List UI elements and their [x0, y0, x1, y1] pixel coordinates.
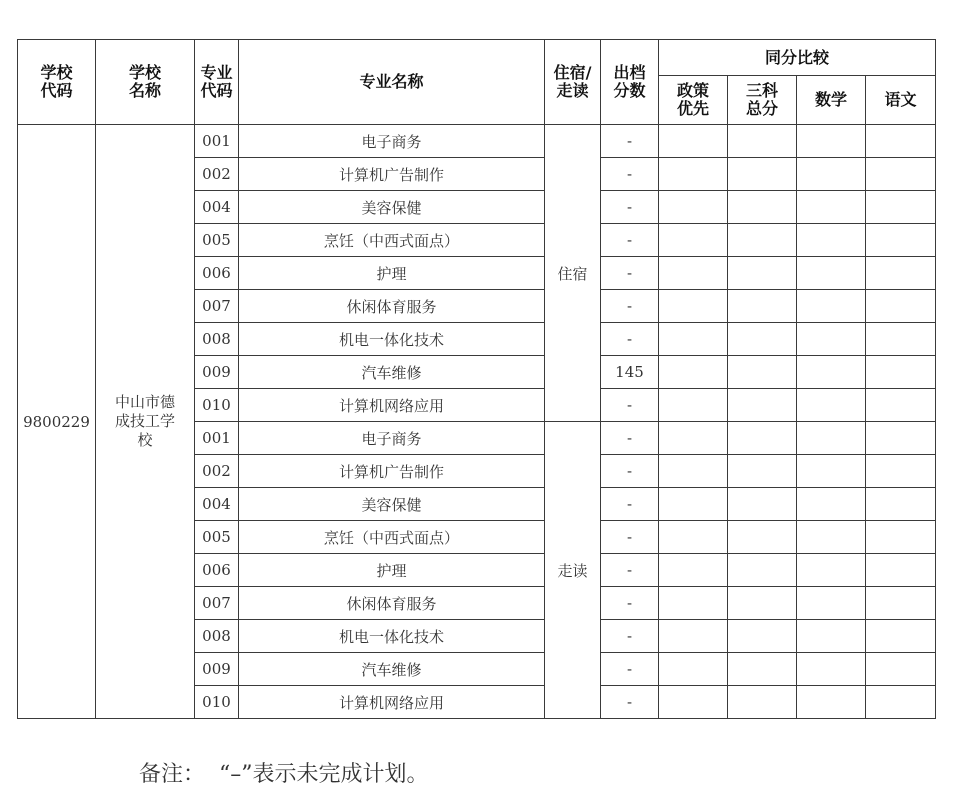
policy-priority-cell: [659, 488, 728, 521]
major-name-cell: 计算机广告制作: [239, 455, 545, 488]
major-name-cell: 护理: [239, 257, 545, 290]
header-same-score-compare: 同分比较: [659, 40, 936, 76]
header-major-name: 专业名称: [239, 40, 545, 125]
major-code-cell: 001: [195, 125, 239, 158]
math-score-cell: [797, 158, 866, 191]
major-code-cell: 008: [195, 620, 239, 653]
three-subject-total-cell: [728, 290, 797, 323]
major-name-cell: 烹饪（中西式面点）: [239, 521, 545, 554]
header-school-code: 学校代码: [18, 40, 96, 125]
policy-priority-cell: [659, 191, 728, 224]
header-cutoff-score: 出档分数: [601, 40, 659, 125]
math-score-cell: [797, 686, 866, 719]
major-code-cell: 010: [195, 686, 239, 719]
footnote: [139, 757, 443, 788]
math-score-cell: [797, 224, 866, 257]
math-score-cell: [797, 257, 866, 290]
three-subject-total-cell: [728, 686, 797, 719]
policy-priority-cell: [659, 686, 728, 719]
math-score-cell: [797, 422, 866, 455]
policy-priority-cell: [659, 455, 728, 488]
major-name-cell: 计算机广告制作: [239, 158, 545, 191]
math-score-cell: [797, 554, 866, 587]
chinese-score-cell: [866, 257, 936, 290]
major-name-cell: 计算机网络应用: [239, 686, 545, 719]
three-subject-total-cell: [728, 389, 797, 422]
chinese-score-cell: [866, 620, 936, 653]
policy-priority-cell: [659, 521, 728, 554]
cutoff-score-cell: -: [601, 257, 659, 290]
major-name-cell: 护理: [239, 554, 545, 587]
math-score-cell: [797, 455, 866, 488]
cutoff-score-cell: -: [601, 455, 659, 488]
major-code-cell: 002: [195, 158, 239, 191]
three-subject-total-cell: [728, 422, 797, 455]
chinese-score-cell: [866, 389, 936, 422]
cutoff-score-cell: -: [601, 686, 659, 719]
chinese-score-cell: [866, 125, 936, 158]
major-name-cell: 休闲体育服务: [239, 587, 545, 620]
policy-priority-cell: [659, 389, 728, 422]
major-code-cell: 009: [195, 653, 239, 686]
major-code-cell: 007: [195, 587, 239, 620]
policy-priority-cell: [659, 323, 728, 356]
chinese-score-cell: [866, 158, 936, 191]
math-score-cell: [797, 653, 866, 686]
math-score-cell: [797, 488, 866, 521]
lodging-cell: 走读: [545, 422, 601, 719]
school-code-cell: 9800229: [18, 125, 96, 719]
policy-priority-cell: [659, 422, 728, 455]
math-score-cell: [797, 389, 866, 422]
math-score-cell: [797, 620, 866, 653]
math-score-cell: [797, 290, 866, 323]
major-code-cell: 006: [195, 257, 239, 290]
policy-priority-cell: [659, 125, 728, 158]
major-name-cell: 机电一体化技术: [239, 323, 545, 356]
cutoff-score-cell: -: [601, 488, 659, 521]
math-score-cell: [797, 191, 866, 224]
header-school-name: 学校名称: [96, 40, 195, 125]
header-three-subject-total: 三科总分: [728, 76, 797, 125]
major-code-cell: 004: [195, 191, 239, 224]
footnote-text: “–”表示未完成计划。: [219, 762, 429, 787]
three-subject-total-cell: [728, 158, 797, 191]
three-subject-total-cell: [728, 488, 797, 521]
cutoff-score-cell: -: [601, 125, 659, 158]
cutoff-score-cell: -: [601, 620, 659, 653]
major-code-cell: 005: [195, 521, 239, 554]
chinese-score-cell: [866, 587, 936, 620]
major-code-cell: 006: [195, 554, 239, 587]
policy-priority-cell: [659, 620, 728, 653]
major-name-cell: 休闲体育服务: [239, 290, 545, 323]
major-code-cell: 005: [195, 224, 239, 257]
lodging-cell: 住宿: [545, 125, 601, 422]
three-subject-total-cell: [728, 224, 797, 257]
admission-table: [17, 39, 936, 719]
chinese-score-cell: [866, 422, 936, 455]
footnote-label: 备注：: [139, 762, 206, 787]
cutoff-score-cell: -: [601, 191, 659, 224]
math-score-cell: [797, 125, 866, 158]
chinese-score-cell: [866, 191, 936, 224]
cutoff-score-cell: -: [601, 521, 659, 554]
major-code-cell: 004: [195, 488, 239, 521]
three-subject-total-cell: [728, 455, 797, 488]
policy-priority-cell: [659, 224, 728, 257]
major-code-cell: 001: [195, 422, 239, 455]
major-code-cell: 007: [195, 290, 239, 323]
policy-priority-cell: [659, 554, 728, 587]
major-code-cell: 008: [195, 323, 239, 356]
three-subject-total-cell: [728, 191, 797, 224]
math-score-cell: [797, 356, 866, 389]
chinese-score-cell: [866, 521, 936, 554]
major-name-cell: 电子商务: [239, 422, 545, 455]
major-code-cell: 009: [195, 356, 239, 389]
three-subject-total-cell: [728, 554, 797, 587]
three-subject-total-cell: [728, 653, 797, 686]
chinese-score-cell: [866, 488, 936, 521]
three-subject-total-cell: [728, 620, 797, 653]
math-score-cell: [797, 521, 866, 554]
major-name-cell: 美容保健: [239, 488, 545, 521]
header-lodging: 住宿/走读: [545, 40, 601, 125]
header-math: 数学: [797, 76, 866, 125]
math-score-cell: [797, 587, 866, 620]
chinese-score-cell: [866, 554, 936, 587]
chinese-score-cell: [866, 290, 936, 323]
policy-priority-cell: [659, 257, 728, 290]
cutoff-score-cell: -: [601, 323, 659, 356]
header-major-code: 专业代码: [195, 40, 239, 125]
three-subject-total-cell: [728, 587, 797, 620]
major-code-cell: 002: [195, 455, 239, 488]
cutoff-score-cell: -: [601, 290, 659, 323]
chinese-score-cell: [866, 455, 936, 488]
policy-priority-cell: [659, 587, 728, 620]
cutoff-score-cell: -: [601, 422, 659, 455]
cutoff-score-cell: -: [601, 389, 659, 422]
major-name-cell: 美容保健: [239, 191, 545, 224]
chinese-score-cell: [866, 224, 936, 257]
chinese-score-cell: [866, 356, 936, 389]
cutoff-score-cell: -: [601, 158, 659, 191]
school-name: 中山市德成技工学校: [114, 393, 175, 449]
major-name-cell: 机电一体化技术: [239, 620, 545, 653]
cutoff-score-cell: -: [601, 224, 659, 257]
chinese-score-cell: [866, 323, 936, 356]
school-name-cell: [96, 125, 195, 719]
three-subject-total-cell: [728, 125, 797, 158]
major-name-cell: 烹饪（中西式面点）: [239, 224, 545, 257]
major-name-cell: 计算机网络应用: [239, 389, 545, 422]
header-chinese: 语文: [866, 76, 936, 125]
table-row: [18, 125, 936, 158]
policy-priority-cell: [659, 290, 728, 323]
three-subject-total-cell: [728, 521, 797, 554]
header-policy-priority: 政策优先: [659, 76, 728, 125]
math-score-cell: [797, 323, 866, 356]
three-subject-total-cell: [728, 323, 797, 356]
cutoff-score-cell: -: [601, 554, 659, 587]
cutoff-score-cell: -: [601, 587, 659, 620]
major-code-cell: 010: [195, 389, 239, 422]
cutoff-score-cell: 145: [601, 356, 659, 389]
three-subject-total-cell: [728, 356, 797, 389]
policy-priority-cell: [659, 356, 728, 389]
major-name-cell: 汽车维修: [239, 356, 545, 389]
major-name-cell: 汽车维修: [239, 653, 545, 686]
three-subject-total-cell: [728, 257, 797, 290]
cutoff-score-cell: -: [601, 653, 659, 686]
major-name-cell: 电子商务: [239, 125, 545, 158]
policy-priority-cell: [659, 653, 728, 686]
chinese-score-cell: [866, 653, 936, 686]
policy-priority-cell: [659, 158, 728, 191]
chinese-score-cell: [866, 686, 936, 719]
